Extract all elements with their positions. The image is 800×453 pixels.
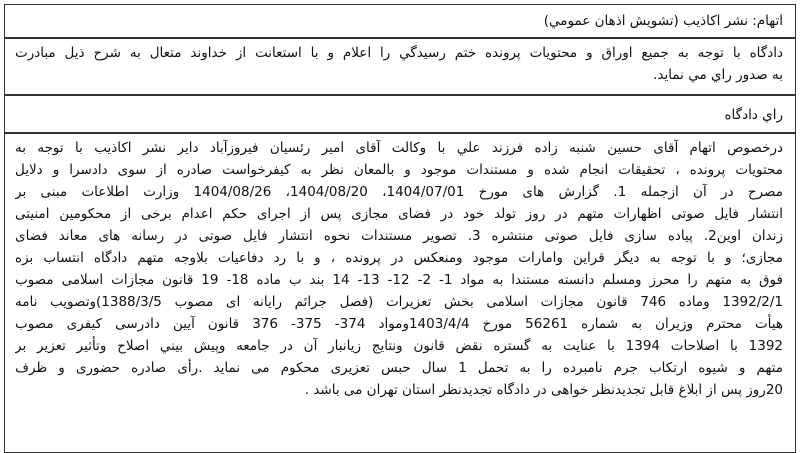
ruling-line: فوق به متهم را محرز ومسلم دانسته مستندا به مواد 1- 2- 12- 13- 14 بند ب ماده 18- 19 قانون مجازات اسلامی مصوب	[15, 272, 783, 288]
ruling-line: محتويات پرونده ، تحقيقات انجام شده و مستندات موجود و بالمعان نظر به کيفرخواست صادره از سوی دادسرا و دلايل	[15, 162, 783, 178]
ruling-line: زندان اوین2. پیاده سازی فایل صوتی منتشره 3. تصویر مستندات نحوه انتشار فایل صوتی در رسانه های معاند فضای	[15, 228, 783, 244]
ruling-title: راي دادگاه	[724, 107, 783, 123]
ruling-line: انتشار فایل صوتی اظهارات متهم در روز تولد خود در فضای مجازی پس از اجرای حکم اعدام برخی از محکومین امنیتی	[15, 206, 783, 222]
ruling-line: درخصوص اتهام آقای حسین شنبه زاده فرزند علي با وکالت آقای امیر رئسیان فیروزآباد داير نشر اکاذيب با توجه به	[15, 140, 783, 156]
ruling-line: هيأت محترم وزيران به شماره 56261 مورخ 1403/4/4ومواد 374- 375- 376 قانون آيين دادرسی کيفری مصوب	[15, 316, 783, 332]
intro-line: به صدور راي مي نمايد.	[653, 67, 783, 83]
ruling-line: 1392 با اصلاحات 1394 با عنايت به گستره نقض قانون ونتايج زيانبار آن در جامعه وپيش بيني اصلاح وتأثير تعزير بر	[15, 338, 783, 354]
intro-box	[4, 38, 796, 95]
ruling-line: متهم و شيوه ارتکاب جرم نامبرده را به تحمل 1 سال حبس تعزيری محکوم می نمايد .رأی صادره حضوری و ظرف	[15, 360, 783, 376]
charge-heading: اتهام: نشر اکاذیب (تشویش اذهان عمومي)	[543, 13, 783, 29]
ruling-line: 1392/2/1 وماده 746 قانون مجازات اسلامی بخش تعزیرات (فصل جرائم رایانه ای مصوب 1388/3/5)وتصويب نامه	[15, 294, 783, 310]
ruling-line: 20روز پس از ابلاغ قابل تجديدنظر خواهی در دادگاه تجديدنظر استان تهران می باشد .	[304, 382, 783, 398]
ruling-line: مصرح در آن ازجمله 1. گزارش های مورخ 1404/07/01، 1404/08/20، 1404/08/26 وزارت اطلاعات مبنی بر	[15, 184, 783, 200]
ruling-box	[4, 133, 796, 453]
charge-box	[4, 4, 796, 38]
ruling-line: مجازی؛ و با توجه به ديگر قراين وامارات موجود ومنعکس در پرونده ، و با رد دفاعيات بلاوجه متهم دادگاه انتساب بزه	[15, 250, 783, 266]
ruling-title-box	[4, 95, 796, 133]
intro-line: دادگاه با توجه به جميع اوراق و محتويات پرونده ختم رسيدگي را اعلام و با استعانت از خداوند متعال به شرح ذيل مبادرت	[15, 45, 783, 61]
